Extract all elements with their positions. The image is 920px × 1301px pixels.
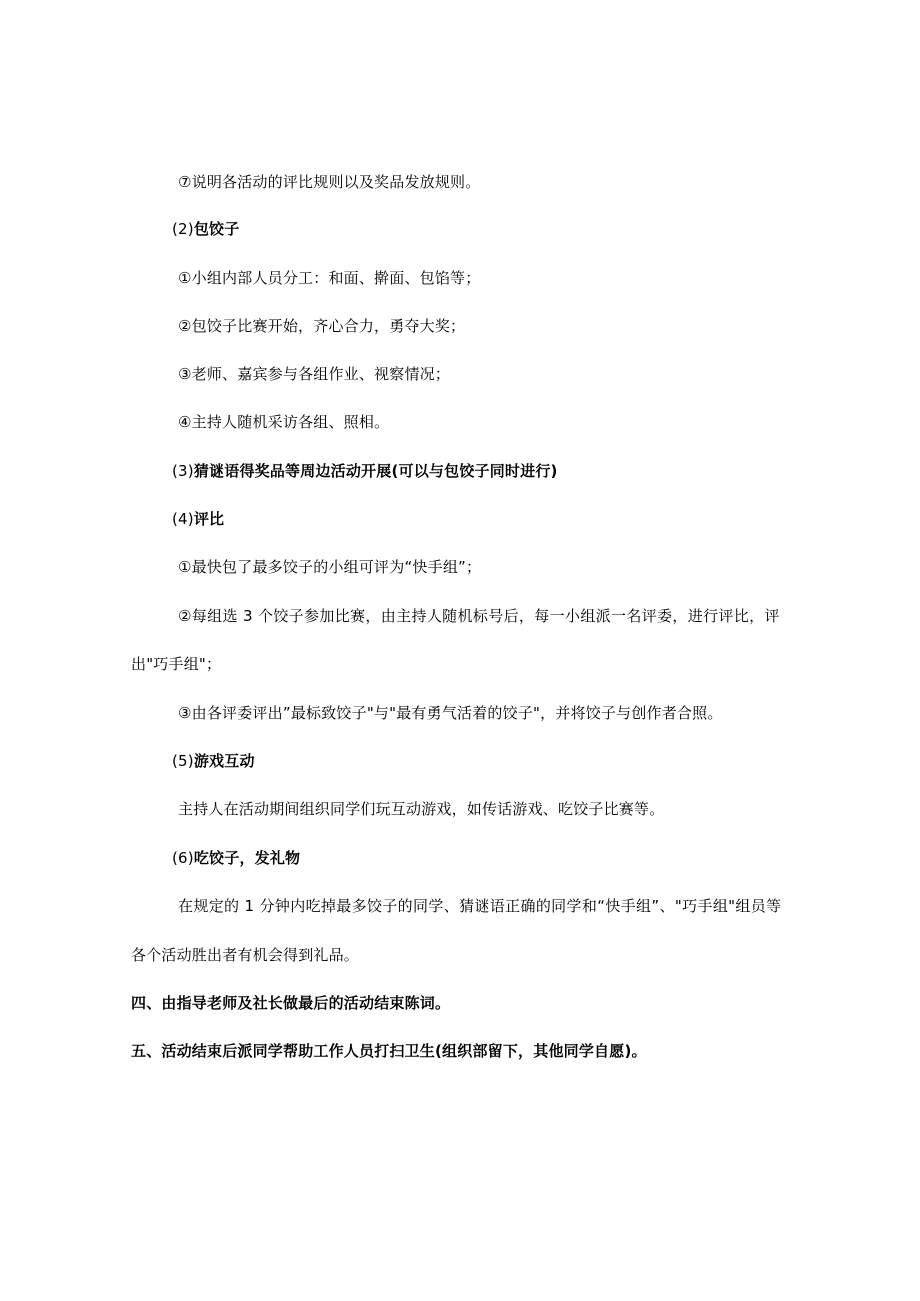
section-title: 包饺子 — [193, 220, 240, 238]
section-title: 评比 — [193, 510, 225, 528]
section-title: 游戏互动 — [193, 752, 255, 770]
section-heading-3 — [172, 461, 558, 481]
list-item — [178, 316, 465, 336]
list-item — [178, 412, 389, 432]
main-heading-5 — [131, 1041, 647, 1061]
list-item — [178, 703, 723, 723]
list-item-text: ②包饺子比赛开始，齐心合力，勇夺大奖； — [178, 317, 466, 335]
list-item-text: 出"巧手组"； — [131, 655, 222, 673]
main-heading-4 — [131, 993, 450, 1013]
section-heading-4 — [172, 509, 224, 529]
section-heading-5 — [172, 751, 255, 771]
list-item — [178, 364, 450, 384]
section-number: (3) — [172, 462, 194, 480]
list-item-text: ③由各评委评出”最标致饺子"与"最有勇气活着的饺子"，并将饺子与创作者合照。 — [178, 704, 723, 722]
list-item-text: ①小组内部人员分工：和面、擀面、包馅等； — [178, 269, 481, 287]
section-heading-6 — [172, 848, 300, 868]
rule-item-7-text: ⑦说明各活动的评比规则以及奖品发放规则。 — [178, 173, 481, 191]
section-heading-2 — [172, 219, 239, 239]
list-item — [178, 557, 481, 577]
paragraph — [178, 799, 664, 819]
list-item — [178, 606, 780, 626]
main-heading-text: 五、活动结束后派同学帮助工作人员打扫卫生(组织部留下，其他同学自愿)。 — [131, 1042, 647, 1060]
list-item-continuation — [131, 654, 221, 674]
section-title: 吃饺子，发礼物 — [193, 849, 301, 867]
paragraph-text: 在规定的 1 分钟内吃掉最多饺子的同学、猜谜语正确的同学和“快手组”、"巧手组"组员等 — [178, 897, 782, 915]
list-item-text: ④主持人随机采访各组、照相。 — [178, 413, 390, 431]
paragraph — [178, 896, 781, 916]
paragraph-text: 各个活动胜出者有机会得到礼品。 — [131, 946, 360, 964]
section-number: (5) — [172, 752, 194, 770]
rule-item-7 — [178, 172, 480, 192]
section-number: (2) — [172, 220, 194, 238]
paragraph-text: 主持人在活动期间组织同学们玩互动游戏，如传话游戏、吃饺子比赛等。 — [178, 800, 665, 818]
list-item-text: ③老师、嘉宾参与各组作业、视察情况； — [178, 365, 451, 383]
section-number: (6) — [172, 849, 194, 867]
main-heading-text: 四、由指导老师及社长做最后的活动结束陈词。 — [131, 994, 451, 1012]
list-item — [178, 268, 480, 288]
paragraph-continuation — [131, 945, 359, 965]
list-item-text: ②每组选 3 个饺子参加比赛，由主持人随机标号后，每一小组派一名评委，进行评比，评 — [178, 607, 780, 625]
list-item-text: ①最快包了最多饺子的小组可评为“快手组”； — [178, 558, 482, 576]
section-title: 猜谜语得奖品等周边活动开展(可以与包饺子同时进行) — [193, 462, 558, 480]
section-number: (4) — [172, 510, 194, 528]
